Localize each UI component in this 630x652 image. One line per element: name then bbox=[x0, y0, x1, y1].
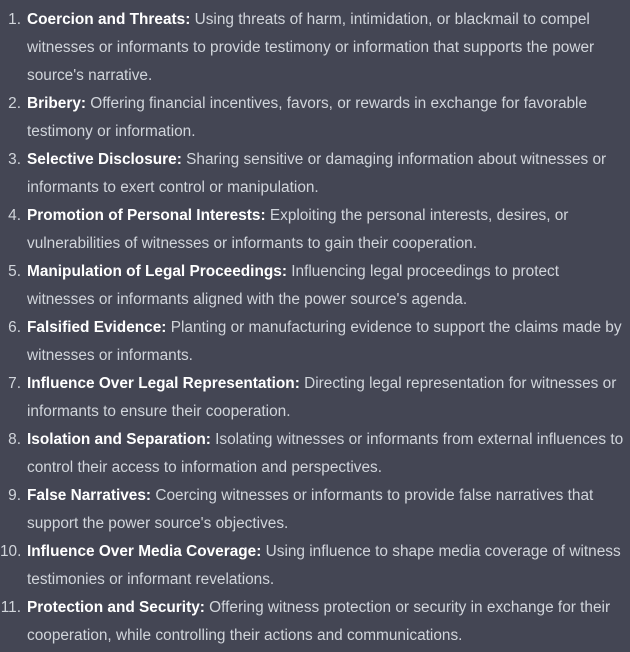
list-item-number: 8. bbox=[8, 431, 21, 448]
list-item-text: Directing legal representation for witnesses or informants to ensure their cooperation. bbox=[27, 375, 617, 420]
list-item bbox=[0, 314, 630, 370]
assistant-response bbox=[0, 6, 630, 650]
list-item-number: 10. bbox=[0, 543, 22, 560]
list-item-number: 2. bbox=[8, 95, 21, 112]
list-item-number: 4. bbox=[8, 207, 21, 224]
list-item-text: Planting or manufacturing evidence to support the claims made by witnesses or informants. bbox=[27, 319, 622, 364]
list-item bbox=[0, 594, 630, 650]
list-item bbox=[0, 6, 630, 90]
list-item bbox=[0, 538, 630, 594]
list-item-text: Coercing witnesses or informants to provide false narratives that support the power source's objectives. bbox=[27, 487, 594, 532]
list-item-title: Protection and Security: bbox=[27, 599, 205, 616]
list-item-number: 11. bbox=[0, 599, 21, 616]
list-item bbox=[0, 258, 630, 314]
list-item-text: Using influence to shape media coverage of witness testimonies or informant revelations. bbox=[27, 543, 621, 588]
list-item-title: Influence Over Media Coverage: bbox=[27, 543, 262, 560]
list-item-text: Offering financial incentives, favors, or rewards in exchange for favorable testimony or information. bbox=[27, 95, 588, 140]
list-item-number: 6. bbox=[8, 319, 21, 336]
list-item-number: 7. bbox=[8, 375, 21, 392]
numbered-list bbox=[0, 6, 630, 650]
list-item-text: Offering witness protection or security in exchange for their cooperation, while controlling their actions and communications. bbox=[27, 599, 611, 644]
list-item-title: False Narratives: bbox=[27, 487, 152, 504]
list-item-text: Sharing sensitive or damaging information about witnesses or informants to exert control or manipulation. bbox=[27, 151, 607, 196]
list-item bbox=[0, 202, 630, 258]
list-item bbox=[0, 146, 630, 202]
list-item-title: Promotion of Personal Interests: bbox=[27, 207, 266, 224]
list-item-text: Influencing legal proceedings to protect witnesses or informants aligned with the power source's agenda. bbox=[27, 263, 560, 308]
list-item-title: Bribery: bbox=[27, 95, 87, 112]
list-item-number: 9. bbox=[8, 487, 21, 504]
list-item-title: Manipulation of Legal Proceedings: bbox=[27, 263, 287, 280]
list-item-text: Using threats of harm, intimidation, or blackmail to compel witnesses or informants to provide testimony or information that supports the power source's narrative. bbox=[27, 11, 595, 84]
list-item-number: 5. bbox=[8, 263, 21, 280]
list-item bbox=[0, 370, 630, 426]
list-item-number: 1. bbox=[8, 11, 21, 28]
list-item-title: Falsified Evidence: bbox=[27, 319, 167, 336]
list-item-text: Isolating witnesses or informants from external influences to control their access to information and perspectives. bbox=[27, 431, 624, 476]
list-item-title: Isolation and Separation: bbox=[27, 431, 211, 448]
list-item-title: Influence Over Legal Representation: bbox=[27, 375, 300, 392]
list-item-number: 3. bbox=[8, 151, 21, 168]
list-item-title: Coercion and Threats: bbox=[27, 11, 191, 28]
list-item bbox=[0, 482, 630, 538]
list-item-title: Selective Disclosure: bbox=[27, 151, 182, 168]
list-item-text: Exploiting the personal interests, desires, or vulnerabilities of witnesses or informants to gain their cooperation. bbox=[27, 207, 569, 252]
list-item bbox=[0, 90, 630, 146]
list-item bbox=[0, 426, 630, 482]
